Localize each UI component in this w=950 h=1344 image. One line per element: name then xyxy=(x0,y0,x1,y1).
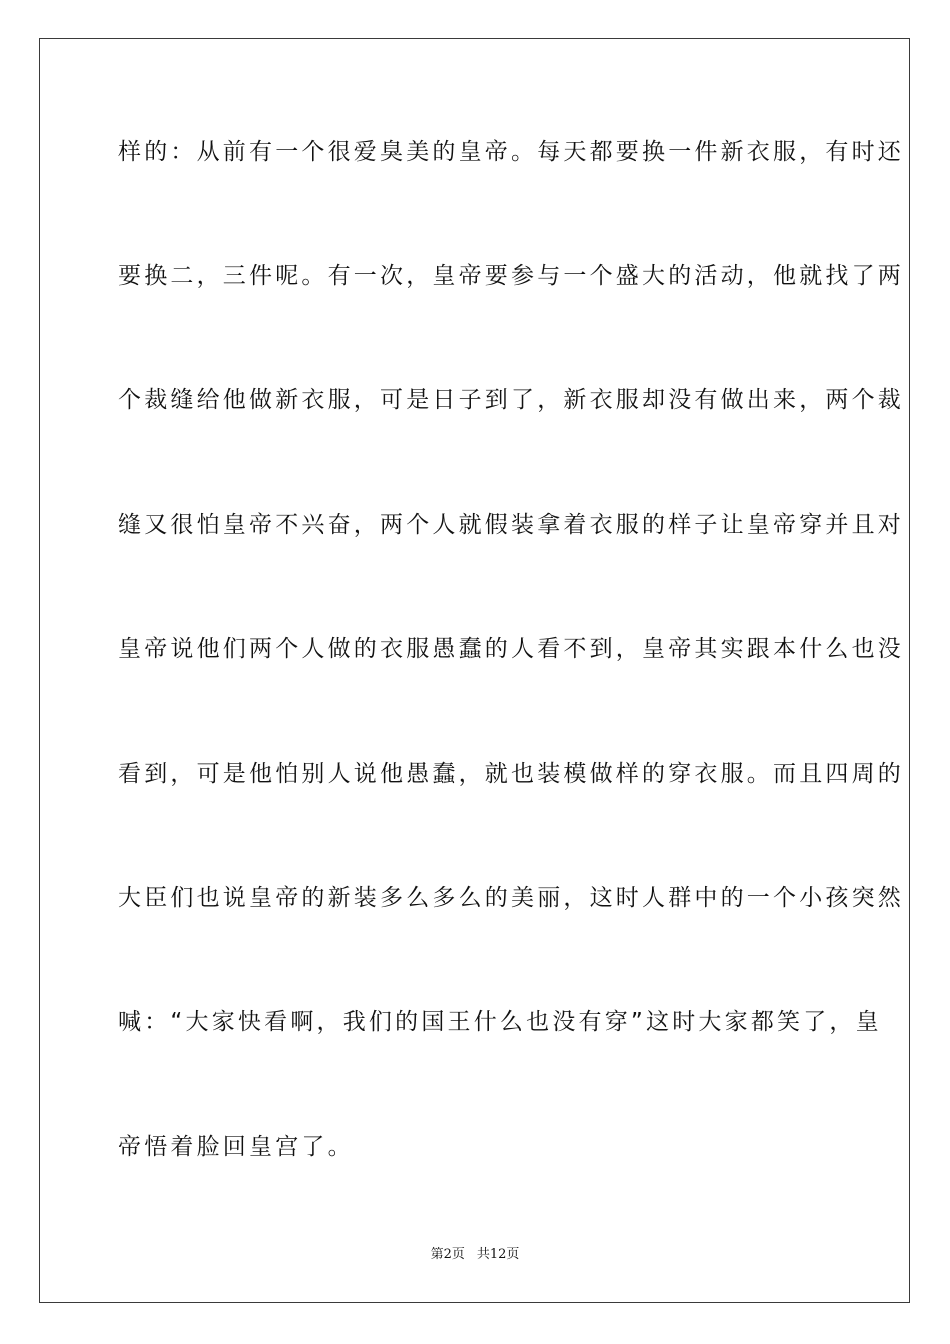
page-number-current: 第2页 xyxy=(430,1247,465,1262)
page-border xyxy=(39,38,910,1303)
page-number-total: 共12页 xyxy=(476,1247,520,1262)
text-line: 要换二，三件呢。有一次，皇帝要参与一个盛大的活动，他就找了两 xyxy=(118,263,904,289)
text-line: 喊：“大家快看啊，我们的国王什么也没有穿”这时大家都笑了，皇 xyxy=(118,1009,882,1035)
text-line: 皇帝说他们两个人做的衣服愚蠢的人看不到，皇帝其实跟本什么也没 xyxy=(118,636,904,662)
text-line: 大臣们也说皇帝的新装多么多么的美丽，这时人群中的一个小孩突然 xyxy=(118,885,904,911)
text-line: 个裁缝给他做新衣服，可是日子到了，新衣服却没有做出来，两个裁 xyxy=(118,387,904,413)
text-line: 看到，可是他怕别人说他愚蠢，就也装模做样的穿衣服。而且四周的 xyxy=(118,761,904,787)
page-footer xyxy=(0,1246,950,1264)
text-line: 缝又很怕皇帝不兴奋，两个人就假装拿着衣服的样子让皇帝穿并且对 xyxy=(118,512,904,538)
text-line: 帝悟着脸回皇宫了。 xyxy=(118,1134,354,1160)
text-line: 样的：从前有一个很爱臭美的皇帝。每天都要换一件新衣服，有时还 xyxy=(118,139,904,165)
